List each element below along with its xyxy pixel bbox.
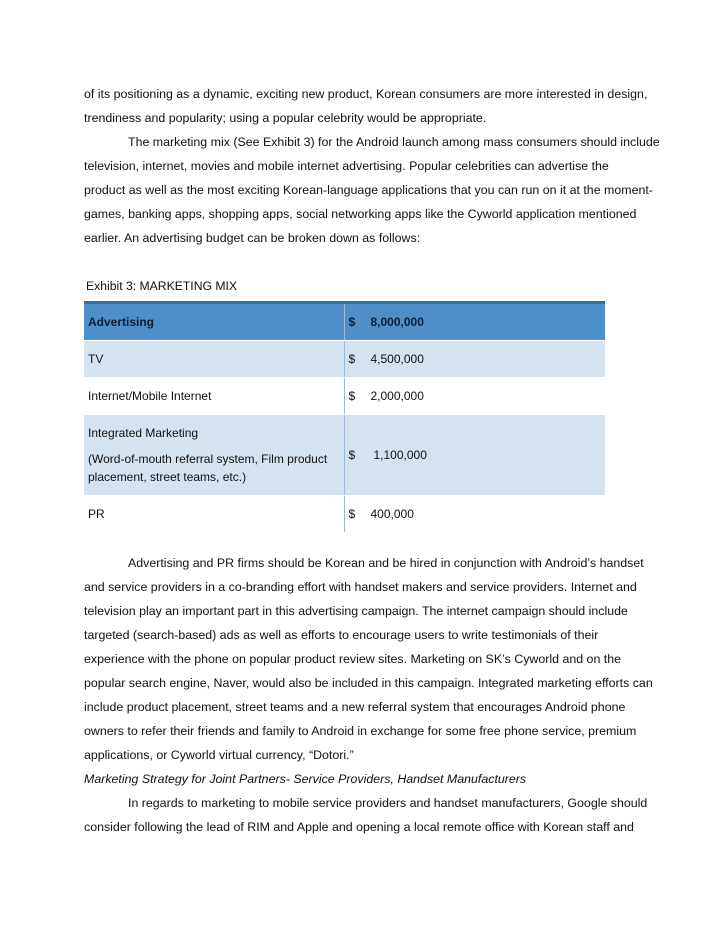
paragraph-line: popular search engine, Naver, would also be included in this campaign. Integrated marketing efforts can bbox=[84, 676, 653, 690]
header-amount-cell bbox=[344, 303, 605, 341]
row-amount-cell bbox=[344, 415, 605, 496]
paragraph-line: television play an important part in this advertising campaign. The internet campaign should include bbox=[84, 604, 628, 618]
marketing-mix-table bbox=[84, 301, 605, 533]
table-row bbox=[84, 415, 605, 496]
paragraph-line: applications, or Cyworld virtual currency, “Dotori.” bbox=[84, 748, 354, 762]
exhibit-caption: Exhibit 3: MARKETING MIX bbox=[86, 279, 238, 293]
row-label: PR bbox=[84, 496, 344, 533]
currency-symbol: $ bbox=[348, 352, 356, 366]
row-label: TV bbox=[84, 341, 344, 378]
table-row bbox=[84, 496, 605, 533]
paragraph-line: product as well as the most exciting Korean-language applications that you can run on it at the moment- bbox=[84, 183, 653, 197]
currency-symbol: $ bbox=[348, 315, 356, 329]
amount-value: 8,000,000 bbox=[370, 315, 424, 329]
paragraph-line: games, banking apps, shopping apps, social networking apps like the Cyworld application mentioned bbox=[84, 207, 637, 221]
header-label: Advertising bbox=[84, 303, 344, 341]
amount-value: 400,000 bbox=[370, 507, 414, 521]
table-header-row bbox=[84, 303, 605, 341]
section-subheading: Marketing Strategy for Joint Partners- Service Providers, Handset Manufacturers bbox=[84, 772, 527, 786]
paragraph-line: include product placement, street teams and a new referral system that encourages Android phone bbox=[84, 700, 626, 714]
row-sublabel: placement, street teams, etc.) bbox=[88, 470, 247, 484]
currency-symbol: $ bbox=[348, 389, 356, 403]
table-row bbox=[84, 341, 605, 378]
paragraph-line: Advertising and PR firms should be Korean and be hired in conjunction with Android’s handset bbox=[128, 556, 644, 570]
row-label-group bbox=[84, 415, 344, 496]
paragraph-line: television, internet, movies and mobile internet advertising. Popular celebrities can advertise the bbox=[84, 159, 609, 173]
amount-value: 1,100,000 bbox=[373, 448, 427, 462]
row-label: Integrated Marketing bbox=[88, 426, 199, 440]
paragraph-line: and service providers in a co-branding effort with handset makers and service providers. Internet and bbox=[84, 580, 637, 594]
paragraph-line: In regards to marketing to mobile service providers and handset manufacturers, Google should bbox=[128, 796, 648, 810]
paragraph-line: targeted (search-based) ads as well as efforts to encourage users to write testimonials of their bbox=[84, 628, 599, 642]
row-amount-cell bbox=[344, 378, 605, 415]
currency-symbol: $ bbox=[348, 507, 356, 521]
paragraph-line: consider following the lead of RIM and Apple and opening a local remote office with Korean staff and bbox=[84, 820, 634, 834]
row-amount-cell bbox=[344, 496, 605, 533]
paragraph-line: owners to refer their friends and family to Android in exchange for some free phone service, premium bbox=[84, 724, 637, 738]
row-amount-cell bbox=[344, 341, 605, 378]
currency-symbol: $ bbox=[348, 448, 356, 462]
table-row bbox=[84, 378, 605, 415]
paragraph-line: trendiness and popularity; using a popular celebrity would be appropriate. bbox=[84, 111, 487, 125]
paragraph-line: experience with the phone on popular product review sites. Marketing on SK’s Cyworld and on the bbox=[84, 652, 622, 666]
amount-value: 2,000,000 bbox=[370, 389, 424, 403]
paragraph-line: of its positioning as a dynamic, exciting new product, Korean consumers are more interested in design, bbox=[84, 87, 648, 101]
paragraph-line: The marketing mix (See Exhibit 3) for the Android launch among mass consumers should include bbox=[128, 135, 660, 149]
amount-value: 4,500,000 bbox=[370, 352, 424, 366]
paragraph-line: earlier. An advertising budget can be broken down as follows: bbox=[84, 231, 421, 245]
row-label: Internet/Mobile Internet bbox=[84, 378, 344, 415]
row-sublabel: (Word-of-mouth referral system, Film product bbox=[88, 452, 328, 466]
